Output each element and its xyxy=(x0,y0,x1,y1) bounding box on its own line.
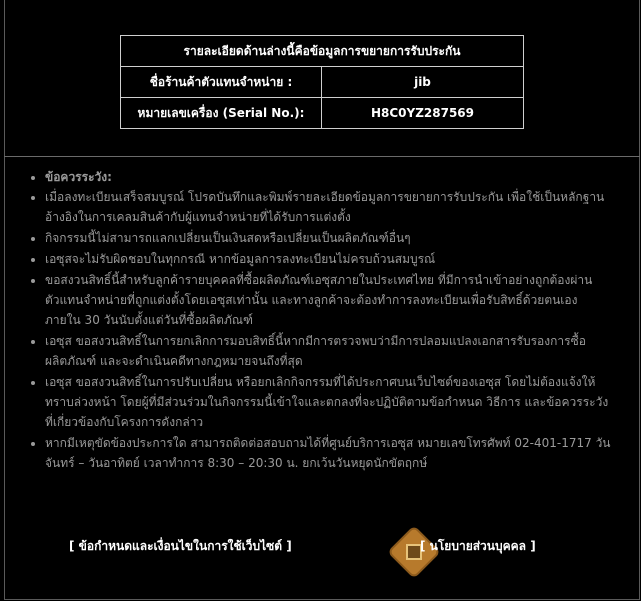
table-row xyxy=(121,67,524,98)
list-item: • เมื่อลงทะเบียนเสร็จสมบูรณ์ โปรดบันทึกและพิมพ์รายละเอียดข้อมูลการขยายการรับประกัน เพื่อใช้เป็นหลักฐานอ้างอิงในการเคลมสินค้ากับผู้แทนจำหน่ายที่ได้รับการแต่งตั้ง xyxy=(45,187,611,227)
privacy-policy-link[interactable]: [ นโยบายส่วนบุคคล ] xyxy=(420,539,536,553)
dealer-name-value: jib xyxy=(322,67,524,98)
table-title-row xyxy=(121,36,524,67)
section-divider xyxy=(4,156,640,157)
table-row xyxy=(121,98,524,129)
serial-number-value: H8C0YZ287569 xyxy=(322,98,524,129)
dealer-name-label: ชื่อร้านค้าตัวแทนจำหน่าย : xyxy=(121,67,322,98)
list-item: • ขอสงวนสิทธิ์นี้สำหรับลูกค้ารายบุคคลที่ซื้อผลิตภัณฑ์เอซุสภายในประเทศไทย ที่มีการนำเข้าอย่างถูกต้องผ่านตัวแทนจำหน่ายที่ถูกแต่งตั้งโดยเอซุสเท่านั้น และทางลูกค้าจะต้องทำการลงทะเบียนเพื่อรับสิทธิ์ด้วยตนเองภายใน 30 วันนับตั้งแต่วันที่ซื้อผลิตภัณฑ์ xyxy=(45,270,611,330)
caution-notes-list xyxy=(30,167,611,474)
table-title: รายละเอียดด้านล่างนี้คือข้อมูลการขยายการรับประกัน xyxy=(121,36,524,67)
list-item: • เอซุส ขอสงวนสิทธิ์ในการปรับเปลี่ยน หรือยกเลิกกิจกรรมที่ได้ประกาศบนเว็บไซต์ของเอซุส โดยไม่ต้องแจ้งให้ทราบล่วงหน้า โดยผู้ที่มีส่วนร่วมในกิจกรรมนี้เข้าใจและตกลงที่จะปฏิบัติตามข้อกำหนด วิธีการ และข้อควรระวังที่เกี่ยวข้องกับโครงการดังกล่าว xyxy=(45,372,611,432)
terms-of-use-link[interactable]: [ ข้อกำหนดและเงื่อนไขในการใช้เว็บไซต์ ] xyxy=(69,539,292,553)
warranty-info-table xyxy=(120,35,524,129)
list-item: • หากมีเหตุขัดข้องประการใด สามารถติดต่อสอบถามได้ที่ศูนย์บริการเอซุส หมายเลขโทรศัพท์ 02-401-1717 วันจันทร์ – วันอาทิตย์ เวลาทำการ 8:30 – 20:30 น. ยกเว้นวันหยุดนักขัตฤกษ์ xyxy=(45,433,611,473)
serial-number-label: หมายเลขเครื่อง (Serial No.): xyxy=(121,98,322,129)
list-item: • เอซุส ขอสงวนสิทธิ์ในการยกเลิกการมอบสิทธิ์นี้หากมีการตรวจพบว่ามีการปลอมแปลงเอกสารรับรองการซื้อผลิตภัณฑ์ และจะดำเนินคดีทางกฎหมายจนถึงที่สุด xyxy=(45,331,611,371)
list-item: • กิจกรรมนี้ไม่สามารถแลกเปลี่ยนเป็นเงินสดหรือเปลี่ยนเป็นผลิตภัณฑ์อื่นๆ xyxy=(45,228,611,248)
list-item: • เอซุสจะไม่รับผิดชอบในทุกกรณี หากข้อมูลการลงทะเบียนไม่ครบถ้วนสมบูรณ์ xyxy=(45,249,611,269)
notes-heading: • ข้อควรระวัง: xyxy=(45,167,611,187)
